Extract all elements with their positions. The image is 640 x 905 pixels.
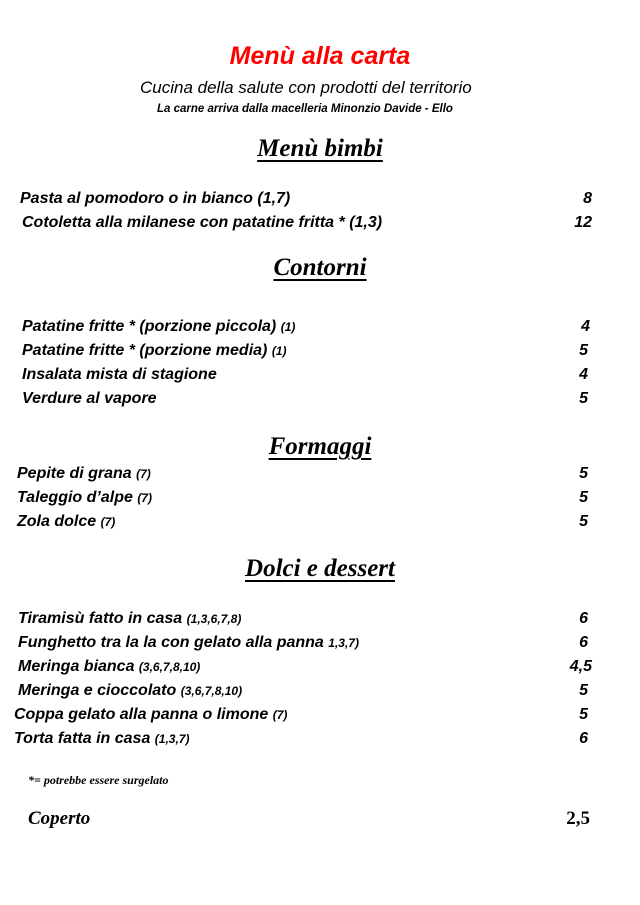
menu-item: Funghetto tra la la con gelato alla panna 1,3,7)	[18, 634, 359, 651]
menu-item: Patatine fritte * (porzione media) (1)	[22, 342, 287, 359]
coperto-label: Coperto	[28, 808, 91, 829]
section-heading-formaggi: Formaggi	[268, 433, 372, 460]
menu-item: Pepite di grana (7)	[17, 465, 151, 482]
menu-item-price: 6	[579, 610, 588, 627]
menu-item-price: 4	[579, 366, 588, 383]
menu-item: Verdure al vapore	[22, 390, 157, 407]
menu-item-price: 5	[579, 706, 588, 723]
menu-item-price: 6	[579, 634, 588, 651]
menu-item-price: 4	[581, 318, 590, 335]
menu-subtitle: Cucina della salute con prodotti del territorio	[140, 78, 472, 97]
menu-item-price: 4,5	[569, 658, 592, 675]
section-heading-menu-bimbi: Menù bimbi	[257, 135, 383, 162]
menu-item: Zola dolce (7)	[17, 513, 116, 530]
section-heading-dolci: Dolci e dessert	[245, 555, 395, 582]
menu-item-price: 5	[579, 489, 588, 506]
menu-item: Meringa bianca (3,6,7,8,10)	[18, 658, 201, 675]
menu-item-price: 12	[574, 214, 592, 231]
menu-item: Cotoletta alla milanese con patatine fritta * (1,3)	[22, 214, 383, 231]
menu-item-price: 6	[579, 730, 588, 747]
menu-item: Torta fatta in casa (1,3,7)	[14, 730, 190, 747]
menu-item: Coppa gelato alla panna o limone (7)	[14, 706, 288, 723]
menu-item-price: 5	[579, 682, 588, 699]
frozen-footnote: *= potrebbe essere surgelato	[28, 773, 169, 787]
menu-item: Taleggio d’alpe (7)	[17, 489, 152, 506]
menu-item-price: 5	[579, 513, 588, 530]
menu-item-price: 5	[579, 342, 588, 359]
menu-item: Insalata mista di stagione	[22, 366, 217, 383]
coperto-price: 2,5	[566, 808, 590, 829]
menu-item: Pasta al pomodoro o in bianco (1,7)	[20, 190, 291, 207]
menu-item: Tiramisù fatto in casa (1,3,6,7,8)	[18, 610, 242, 627]
menu-item-price: 5	[579, 465, 588, 482]
menu-item-price: 5	[579, 390, 588, 407]
butcher-note: La carne arriva dalla macelleria Minonzio Davide - Ello	[157, 103, 453, 115]
menu-item: Meringa e cioccolato (3,6,7,8,10)	[18, 682, 243, 699]
menu-title: Menù alla carta	[229, 42, 411, 70]
menu-item-price: 8	[583, 190, 592, 207]
menu-item: Patatine fritte * (porzione piccola) (1)	[22, 318, 296, 335]
section-heading-contorni: Contorni	[273, 254, 367, 281]
